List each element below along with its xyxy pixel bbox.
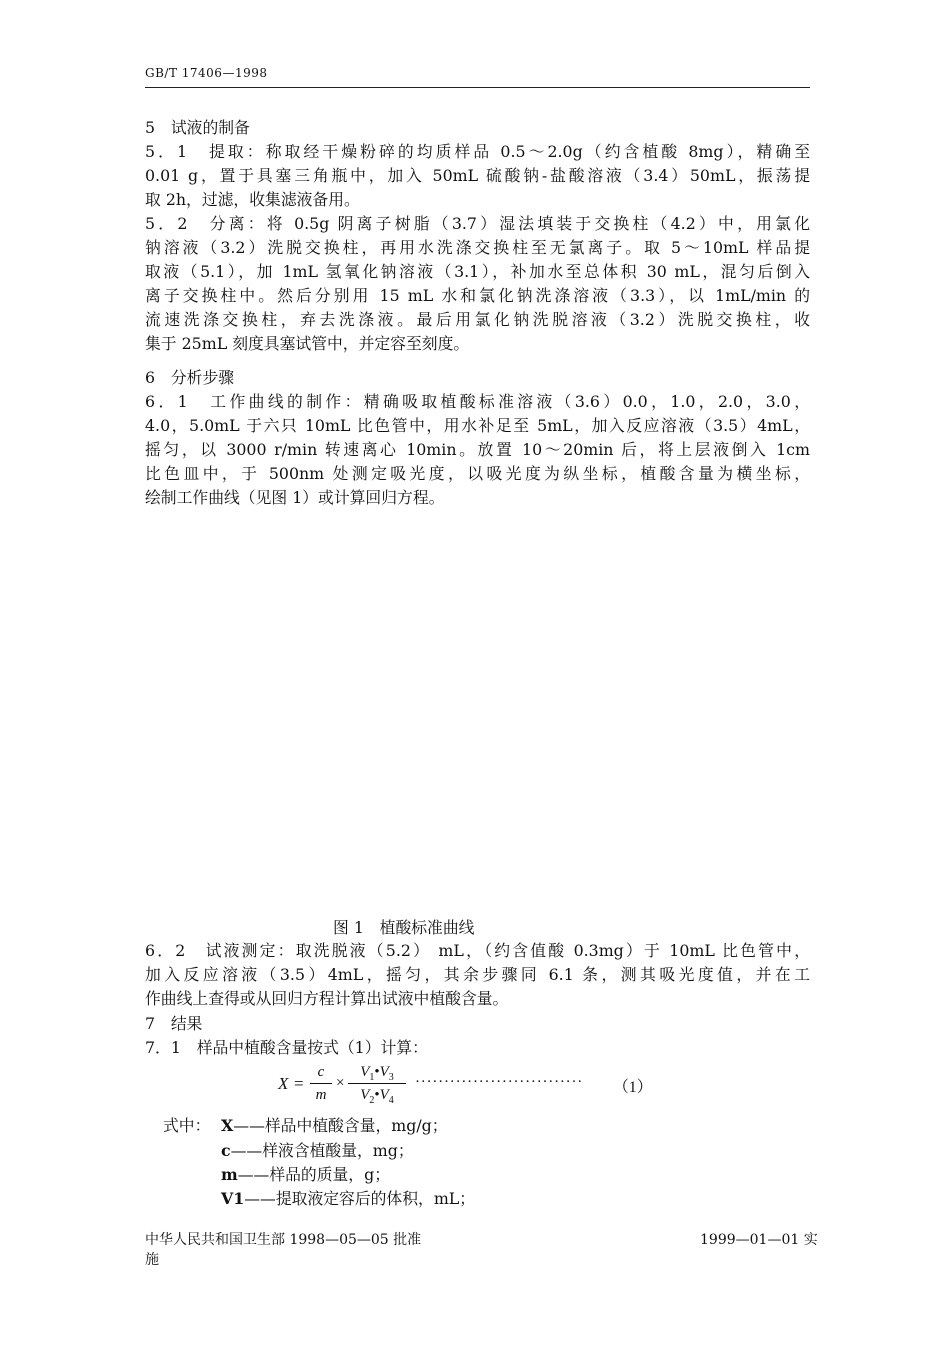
fraction-denominator: $V_2•V_4$ — [360, 1087, 394, 1106]
text-line: 0.01 g，置于具塞三角瓶中，加入 50mL 硫酸钠-盐酸溶液（3.4）50mL，振荡提 — [145, 166, 810, 185]
fraction-bar — [310, 1083, 332, 1084]
paragraph-7-1: 7．1 样品中植酸含量按式（1）计算： — [145, 1038, 428, 1057]
fraction-volumes — [348, 1062, 406, 1105]
definition-item: c——样液含植酸量，mg； — [221, 1141, 414, 1160]
text-line: 集于 25mL 刻度具塞试管中，并定容至刻度。 — [145, 334, 470, 353]
text-line: 取 2h，过滤，收集滤液备用。 — [145, 190, 360, 209]
text-line: 流速洗涤交换柱，弃去洗涤液。最后用氯化钠洗脱溶液（3.2）洗脱交换柱，收 — [145, 310, 810, 329]
paragraph-6-1 — [145, 390, 810, 510]
fraction-numerator: $V_1•V_3$ — [360, 1064, 394, 1083]
footer-issuer-wrap: 施 — [145, 1252, 159, 1268]
text-line: 钠溶液（3.2）洗脱交换柱，再用水洗涤交换柱至无氯离子。取 5～10mL 样品提 — [145, 238, 810, 257]
text-line: 比色皿中，于 500nm 处测定吸光度，以吸光度为纵坐标，植酸含量为横坐标， — [145, 464, 810, 483]
paragraph-5-2 — [145, 212, 810, 356]
fraction-numerator: c — [317, 1064, 325, 1080]
paragraph-5-1 — [145, 140, 810, 212]
definition-item: V1——提取液定容后的体积，mL； — [221, 1189, 476, 1208]
text-line: 绘制工作曲线（见图 1）或计算回归方程。 — [145, 488, 445, 507]
fraction-c-over-m — [310, 1062, 332, 1105]
text-line: 摇匀，以 3000 r/min 转速离心 10min。放置 10～20min 后，将上层液倒入 1cm — [145, 440, 810, 459]
standard-id: GB/T 17406—1998 — [145, 66, 268, 80]
text-line: 6．1 工作曲线的制作：精确吸取植酸标准溶液（3.6）0.0，1.0，2.0，3.0， — [145, 392, 810, 411]
section-6-heading: 6 分析步骤 — [145, 368, 235, 387]
fraction-denominator: m — [315, 1087, 327, 1103]
header-rule — [145, 87, 810, 88]
formula-times: × — [336, 1075, 345, 1091]
text-line: 作曲线上查得或从回归方程计算出试液中植酸含量。 — [145, 989, 509, 1008]
where-label: 式中： — [163, 1116, 211, 1135]
fraction-bar — [348, 1083, 406, 1084]
formula-number: （1） — [613, 1079, 653, 1096]
paragraph-6-2 — [145, 939, 810, 1011]
text-line: 4.0，5.0mL 于六只 10mL 比色管中，用水补足至 5mL，加入反应溶液（3.5）4mL， — [145, 416, 810, 435]
section-7-heading: 7 结果 — [145, 1014, 203, 1033]
text-line: 5．1 提取：称取经干燥粉碎的均质样品 0.5～2.0g（约含植酸 8mg），精确至 — [145, 142, 810, 161]
figure-caption: 图 1 植酸标准曲线 — [333, 918, 475, 937]
footer-issuer: 中华人民共和国卫生部 1998—05—05 批准 — [145, 1232, 422, 1248]
formula-1 — [278, 1062, 678, 1110]
text-line: 6．2 试液测定：取洗脱液（5.2） mL，（约含值酸 0.3mg）于 10mL 比色管中， — [145, 941, 810, 960]
text-line: 离子交换柱中。然后分别用 15 mL 水和氯化钠洗涤溶液（3.3），以 1mL/min 的 — [145, 286, 810, 305]
footer-effective-date: 1999—01—01 实 — [700, 1232, 818, 1248]
text-line: 5．2 分离：将 0.5g 阴离子树脂（3.7）湿法填装于交换柱（4.2）中，用氯化 — [145, 214, 810, 233]
text-line: 加入反应溶液（3.5）4mL，摇匀，其余步骤同 6.1 条，测其吸光度值，并在工 — [145, 965, 810, 984]
formula-leader-dots: ····························· — [415, 1074, 584, 1090]
definition-item: X——样品中植酸含量，mg/g； — [221, 1116, 448, 1135]
formula-lhs: X — [278, 1074, 289, 1093]
text-line: 取液（5.1），加 1mL 氢氧化钠溶液（3.1），补加水至总体积 30 mL，混匀后倒入 — [145, 262, 810, 281]
section-5-heading: 5 试液的制备 — [145, 118, 250, 137]
definition-item: m——样品的质量，g； — [221, 1165, 391, 1184]
formula-equals: = — [294, 1074, 304, 1093]
